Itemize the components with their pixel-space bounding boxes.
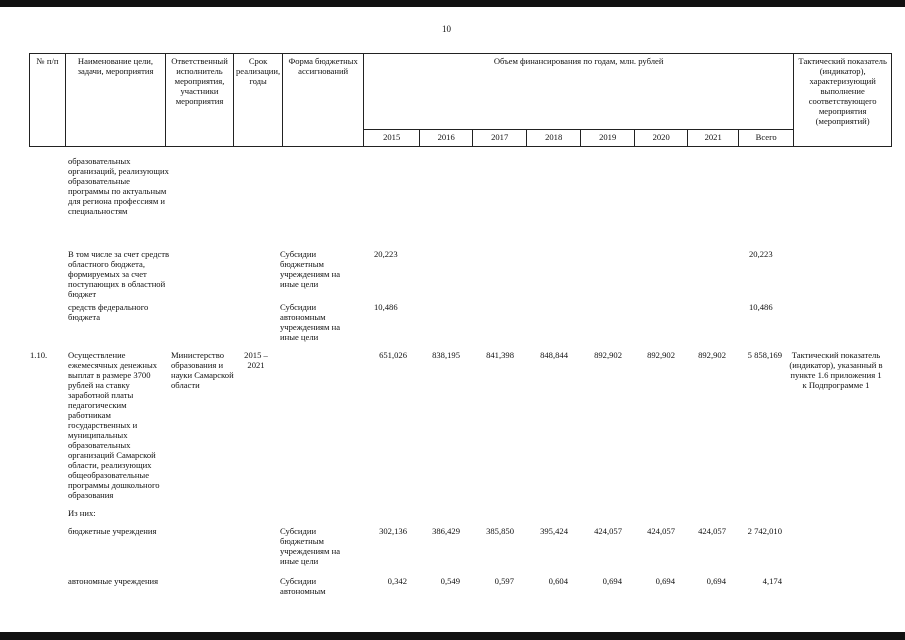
row-autonomous-institutions-2020: 0,694 (655, 576, 675, 586)
row-1-10-total: 5 858,169 (747, 350, 782, 360)
row-budget-institutions-2021: 424,057 (698, 526, 726, 536)
row-budget-institutions-2015: 302,136 (379, 526, 407, 536)
row-federal-budget-2015: 10,486 (374, 302, 398, 312)
row-budget-institutions-2018: 395,424 (540, 526, 568, 536)
row-1-10-indicator: Тактический показатель (индикатор), указанный в пункте 1.6 приложения 1 к Подпрограмме 1 (789, 350, 883, 390)
row-autonomous-institutions-name: автономные учреждения (68, 576, 159, 586)
header-budget-form: Форма бюджетных ассигнований (283, 54, 364, 147)
top-border-rule (0, 0, 905, 7)
header-year-2018: 2018 (527, 130, 581, 147)
row-1-10-2015: 651,026 (379, 350, 407, 360)
header-indicator: Тактический показатель (индикатор), характеризующий выполнение соответствующего мероприятия (мероприятий) (794, 54, 892, 147)
row-1-10-2020: 892,902 (647, 350, 675, 360)
header-responsible: Ответственный исполнитель мероприятия, участники мероприятия (166, 54, 234, 147)
row-1-10-number: 1.10. (30, 350, 48, 360)
row-budget-institutions-total: 2 742,010 (747, 526, 782, 536)
row-1-10-2019: 892,902 (594, 350, 622, 360)
row-federal-budget-form: Субсидии автономным учреждениям на иные цели (280, 302, 341, 342)
row-autonomous-institutions-2019: 0,694 (602, 576, 622, 586)
row-regional-budget-2015: 20,223 (374, 249, 398, 259)
row-federal-budget-total: 10,486 (749, 302, 773, 312)
header-year-2019: 2019 (581, 130, 635, 147)
row-budget-institutions-2016: 386,429 (432, 526, 460, 536)
row-of-them-label: Из них: (68, 508, 96, 518)
row-budget-institutions-2017: 385,850 (486, 526, 514, 536)
row-1-10-2021: 892,902 (698, 350, 726, 360)
row-autonomous-institutions-2015: 0,342 (387, 576, 407, 586)
header-name: Наименование цели, задачи, мероприятия (66, 54, 166, 147)
row-federal-budget-name: средств федерального бюджета (68, 302, 149, 322)
row-1-10-term: 2015 – 2021 (244, 350, 268, 370)
row-1-10-name: Осуществление ежемесячных денежных выплат в размере 3700 рублей на ставку заработной платы педагогическим работникам государственных и муниципальных образовательных организаций Самарской области, реализующих общеобразовательные программы дошкольного образования (68, 350, 160, 500)
row-autonomous-institutions-2017: 0,597 (494, 576, 514, 586)
header-year-2015: 2015 (364, 130, 420, 147)
header-year-2020: 2020 (635, 130, 688, 147)
header-total: Всего (739, 130, 794, 147)
header-year-2017: 2017 (473, 130, 527, 147)
row-regional-budget-total: 20,223 (749, 249, 773, 259)
header-year-2021: 2021 (688, 130, 739, 147)
row-budget-institutions-form: Субсидии бюджетным учреждениям на иные цели (280, 526, 341, 566)
header-volume: Объем финансирования по годам, млн. рублей (364, 54, 794, 130)
row-budget-institutions-2020: 424,057 (647, 526, 675, 536)
row-autonomous-institutions-total: 4,174 (762, 576, 782, 586)
row-1-10-2016: 838,195 (432, 350, 460, 360)
header-num: № п/п (30, 54, 66, 147)
row-1-10-2018: 848,844 (540, 350, 568, 360)
row-1-10-2017: 841,398 (486, 350, 514, 360)
row-regional-budget-form: Субсидии бюджетным учреждениям на иные цели (280, 249, 341, 289)
row-cont-name: образовательных организаций, реализующих образовательные программы по актуальным для региона профессиям и специальностям (68, 156, 169, 216)
row-autonomous-institutions-form: Субсидии автономным (280, 576, 326, 596)
row-budget-institutions-name: бюджетные учреждения (68, 526, 157, 536)
row-autonomous-institutions-2018: 0,604 (548, 576, 568, 586)
row-autonomous-institutions-2016: 0,549 (440, 576, 460, 586)
financing-table-header (29, 53, 892, 147)
row-autonomous-institutions-2021: 0,694 (706, 576, 726, 586)
bottom-border-rule (0, 632, 905, 640)
row-budget-institutions-2019: 424,057 (594, 526, 622, 536)
header-year-2016: 2016 (420, 130, 473, 147)
row-1-10-responsible: Министерство образования и науки Самарской области (171, 350, 234, 390)
page-number: 10 (442, 24, 451, 34)
row-regional-budget-name: В том числе за счет средств областного бюджета, формируемых за счет поступающих в областной бюджет (68, 249, 170, 299)
header-term: Срок реализации, годы (234, 54, 283, 147)
